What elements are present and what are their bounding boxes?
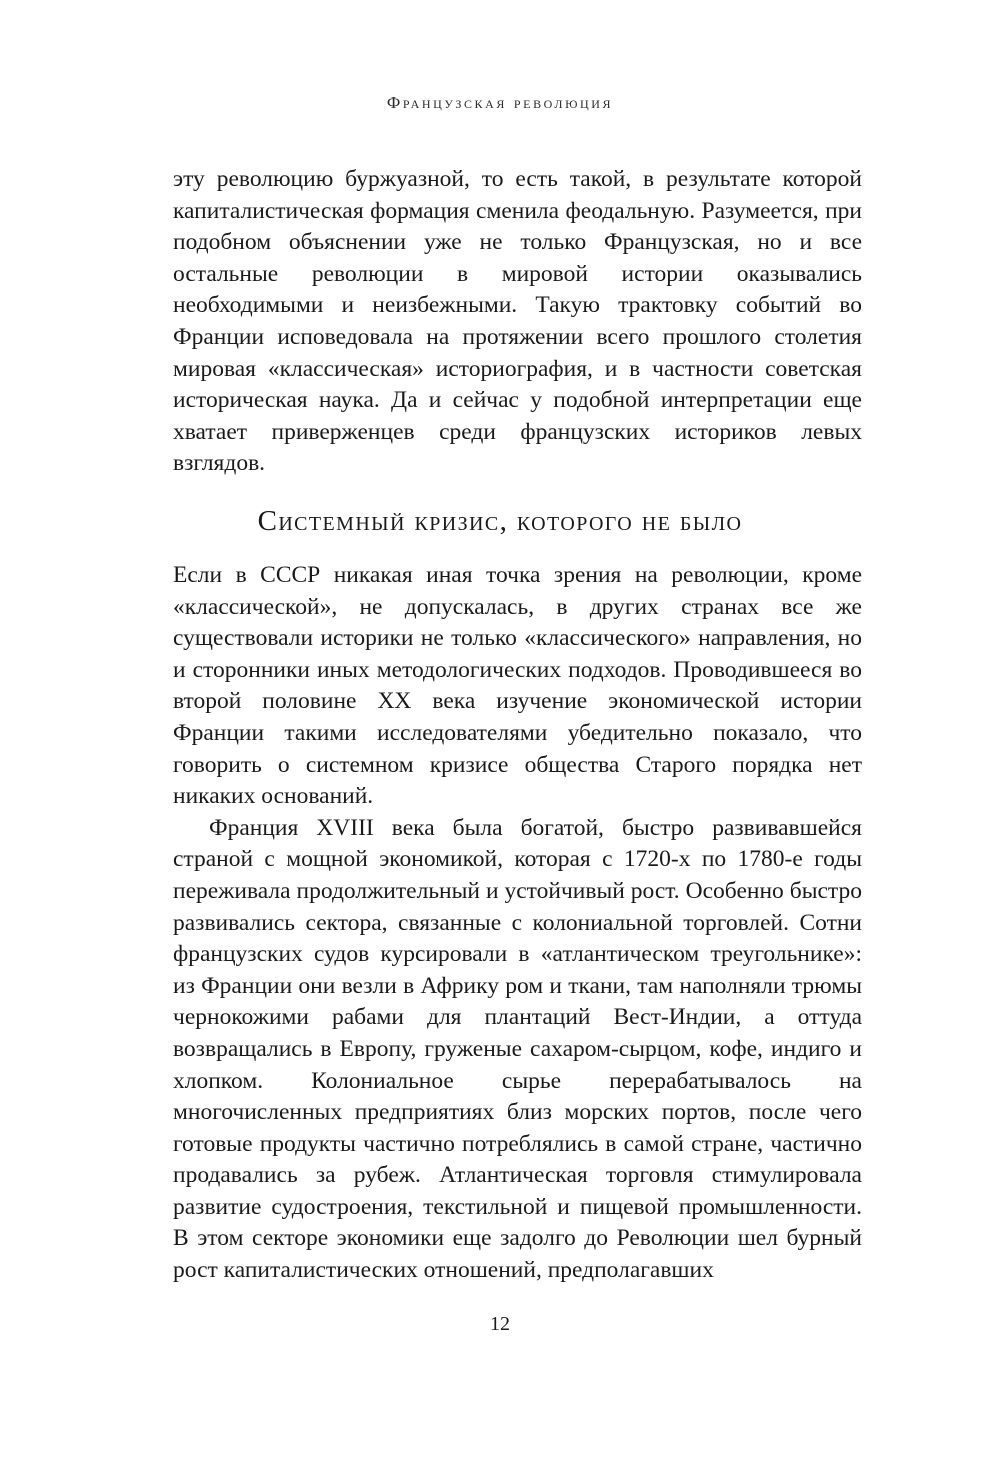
- page-number: 12: [490, 1313, 510, 1335]
- paragraph: Франция XVIII века была богатой, быстро развивавшейся страной с мощной экономикой, которая с 1720-х по 1780-е годы переживала продолжительный и устойчивый рост. Особенно быстро развивались сектора, связанные с колониальной торговлей. Сотни французских судов курсировали в «атлантическом треугольнике»: из Франции они везли в Африку ром и ткани, там наполняли трюмы чернокожими рабами для плантаций Вест-Индии, а оттуда возвращались в Европу, груженые сахаром-сырцом, кофе, индиго и хлопком. Колониальное сырье перерабатывалось на многочисленных предприятиях близ морских портов, после чего готовые продукты частично потреблялись в самой стране, частично продавались за рубеж. Атлантическая торговля стимулировала развитие судостроения, текстильной и пищевой промышленности. В этом секторе экономики еще задолго до Революции шел бурный рост капиталистических отношений, предполагавших: [173, 814, 862, 1284]
- running-head: Французская революция: [386, 93, 614, 112]
- body-text-bottom: [173, 560, 862, 1287]
- paragraph: Если в СССР никакая иная точка зрения на революции, кроме «классической», не допускалась, в других странах все же существовали историки не только «классического» направления, но и сторонники иных методологических подходов. Проводившееся во второй половине XX века изучение экономической истории Франции такими исследователями убедительно показало, что говорить о системном кризисе общества Старого порядка нет никаких оснований.: [173, 562, 862, 810]
- body-text-top: [173, 164, 862, 480]
- section-heading: Системный кризис, которого не было: [257, 505, 743, 537]
- paragraph: эту революцию буржуазной, то есть такой, в результате которой капиталистическая формация сменила феодальную. Разумеется, при подобном объяснении уже не только Французская, но и все остальные революции в мировой истории оказывались необходимыми и неизбежными. Такую трактовку событий во Франции исповедовала на протяжении всего прошлого столетия мировая «классическая» историография, и в частности советская историческая наука. Да и сейчас у подобной интерпретации еще хватает приверженцев среди французских историков левых взглядов.: [173, 166, 862, 477]
